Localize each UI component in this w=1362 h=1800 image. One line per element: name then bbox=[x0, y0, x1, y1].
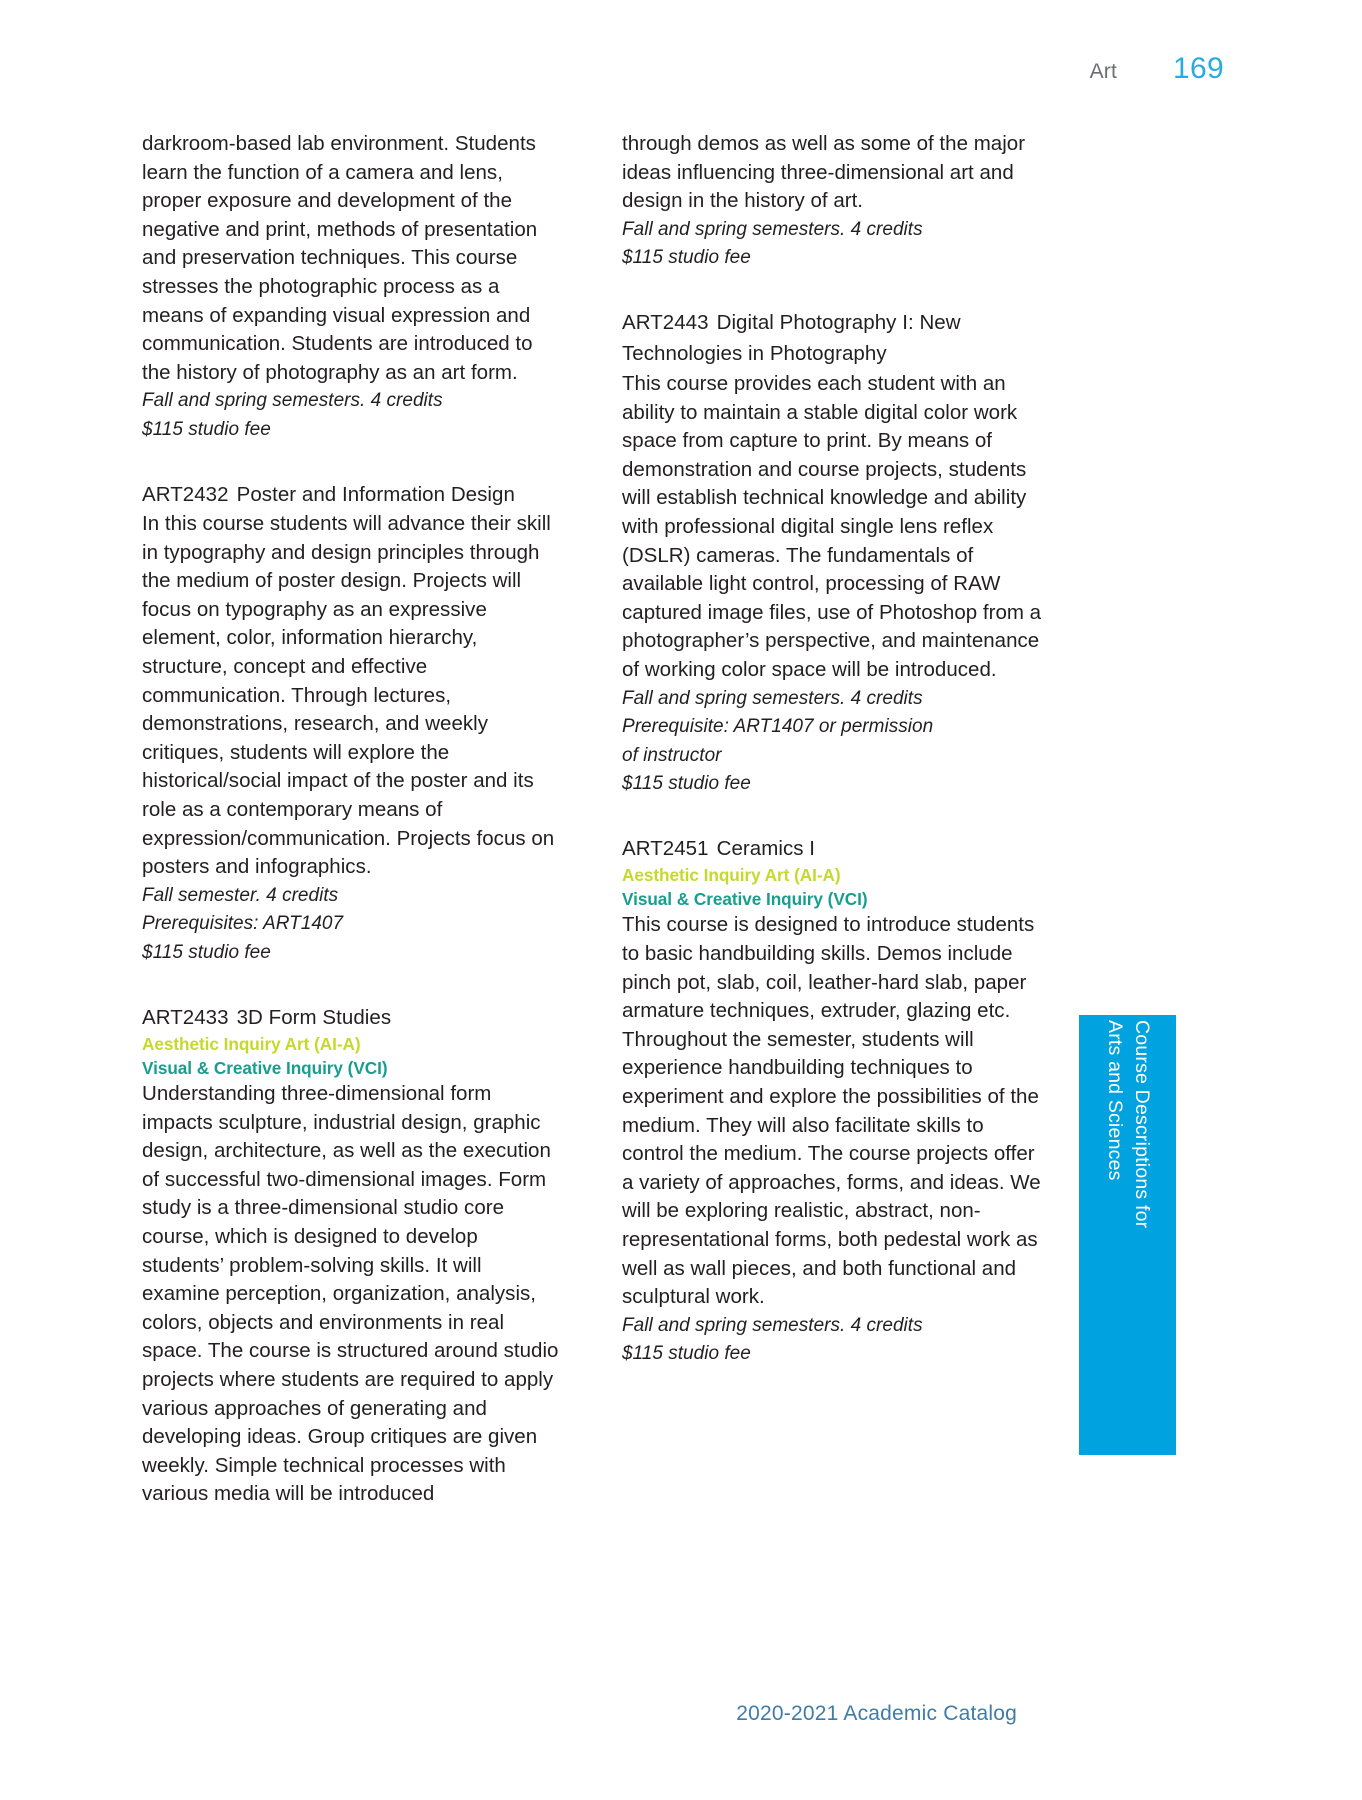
running-head-section: Art bbox=[1089, 60, 1118, 83]
course-description: This course is designed to introduce students to basic handbuilding skills. Demos include pinch pot, slab, coil, leather-hard slab, paper armature techniques, extruder, glazing etc. Throughout the semester, students will experience handbuilding techniques to experiment and explore the possibilities of the medium. They will also facilitate skills to control the medium. The course projects offer a variety of approaches, forms, and ideas. We will be exploring realistic, abstract, non-representational forms, both pedestal work as well as wall pieces, and both functional and sculptural work. bbox=[622, 913, 1041, 1309]
tag-visual-creative-inquiry: Visual & Creative Inquiry (VCI) bbox=[142, 1057, 388, 1078]
left-column bbox=[142, 130, 562, 1509]
course-code: ART2432 bbox=[142, 482, 229, 506]
course-name: Poster and Information Design bbox=[236, 482, 515, 506]
course-description: This course provides each student with an ability to maintain a stable digital color work space from capture to print. By means of demonstration and course projects, students will establish technical knowledge and ability with professional digital single lens reflex (DSLR) cameras. The fundamentals of available light control, processing of RAW captured image files, use of Photoshop from a photographer’s perspective, and maintenance of working color space will be introduced. bbox=[622, 371, 1042, 681]
course-title bbox=[142, 479, 562, 511]
course-block-art2433 bbox=[142, 1002, 562, 1509]
section-thumb-tab bbox=[1079, 1015, 1176, 1455]
course-code: ART2433 bbox=[142, 1005, 229, 1029]
page-number: 169 bbox=[1173, 52, 1224, 85]
block-spacer bbox=[142, 445, 562, 479]
tag-aesthetic-inquiry-art: Aesthetic Inquiry Art (AI-A) bbox=[142, 1034, 361, 1055]
course-code: ART2451 bbox=[622, 836, 709, 860]
page-body bbox=[142, 130, 1042, 1509]
block-spacer bbox=[622, 799, 1042, 833]
section-thumb-tab-line2: Arts and Sciences bbox=[1103, 1020, 1126, 1181]
course-meta-line: Fall and spring semesters. 4 credits bbox=[622, 1314, 923, 1336]
course-name: Digital Photography I: New Technologies in Photography bbox=[622, 310, 961, 366]
course-title bbox=[142, 1002, 562, 1034]
tag-aesthetic-inquiry-art: Aesthetic Inquiry Art (AI-A) bbox=[622, 865, 841, 886]
course-name: Ceramics I bbox=[716, 836, 816, 860]
section-thumb-tab-label bbox=[1101, 1020, 1155, 1450]
block-spacer bbox=[622, 273, 1042, 307]
course-meta-line: Prerequisites: ART1407 bbox=[142, 913, 344, 935]
course-meta-line: $115 studio fee bbox=[622, 247, 751, 269]
course-block-art2432 bbox=[142, 479, 562, 968]
continued-course-block bbox=[142, 130, 562, 445]
course-meta-line: $115 studio fee bbox=[142, 418, 271, 440]
course-code: ART2443 bbox=[622, 310, 709, 334]
continued-course-block bbox=[622, 130, 1042, 273]
course-name: 3D Form Studies bbox=[236, 1005, 392, 1029]
course-meta-line: $115 studio fee bbox=[142, 941, 271, 963]
course-meta-line: Prerequisite: ART1407 or permission bbox=[622, 716, 934, 738]
course-meta-line: of instructor bbox=[622, 744, 722, 766]
course-meta-line: Fall and spring semesters. 4 credits bbox=[142, 390, 443, 412]
right-column bbox=[622, 130, 1042, 1509]
course-meta-line: Fall and spring semesters. 4 credits bbox=[622, 687, 923, 709]
course-meta-line: Fall and spring semesters. 4 credits bbox=[622, 218, 923, 240]
continued-paragraph: darkroom-based lab environment. Students learn the function of a camera and lens, proper exposure and development of the negative and print, methods of presentation and preservation techniques. This course stresses the photographic process as a means of expanding visual expression and communication. Students are introduced to the history of photography as an art form. bbox=[142, 132, 538, 384]
footer-catalog-label: 2020-2021 Academic Catalog bbox=[736, 1702, 1017, 1725]
course-description: In this course students will advance their skill in typography and design principles through the medium of poster design. Projects will focus on typography as an expressive element, color, information hierarchy, structure, concept and effective communication. Through lectures, demonstrations, research, and weekly critiques, students will explore the historical/social impact of the poster and its role as a contemporary means of expression/communication. Projects focus on posters and infographics. bbox=[142, 512, 555, 879]
continued-paragraph: through demos as well as some of the major ideas influencing three-dimensional art and design in the history of art. bbox=[622, 132, 1026, 213]
course-meta-line: $115 studio fee bbox=[622, 1343, 751, 1365]
course-description: Understanding three-dimensional form impacts sculpture, industrial design, graphic design, architecture, as well as the execution of successful two-dimensional images. Form study is a three-dimensional studio core course, which is designed to develop students’ problem-solving skills. It will examine perception, organization, analysis, colors, objects and environments in real space. The course is structured around studio projects where students are required to apply various approaches of generating and developing ideas. Group critiques are given weekly. Simple technical processes with various media will be introduced bbox=[142, 1082, 559, 1506]
course-title bbox=[622, 833, 1042, 865]
section-thumb-tab-line1: Course Descriptions for bbox=[1130, 1020, 1153, 1229]
course-block-art2451 bbox=[622, 833, 1042, 1369]
block-spacer bbox=[142, 968, 562, 1002]
running-head bbox=[1090, 52, 1224, 86]
tag-visual-creative-inquiry: Visual & Creative Inquiry (VCI) bbox=[622, 888, 868, 909]
course-block-art2443 bbox=[622, 307, 1042, 799]
course-meta-line: $115 studio fee bbox=[622, 773, 751, 795]
course-title bbox=[622, 307, 1042, 370]
course-meta-line: Fall semester. 4 credits bbox=[142, 884, 339, 906]
